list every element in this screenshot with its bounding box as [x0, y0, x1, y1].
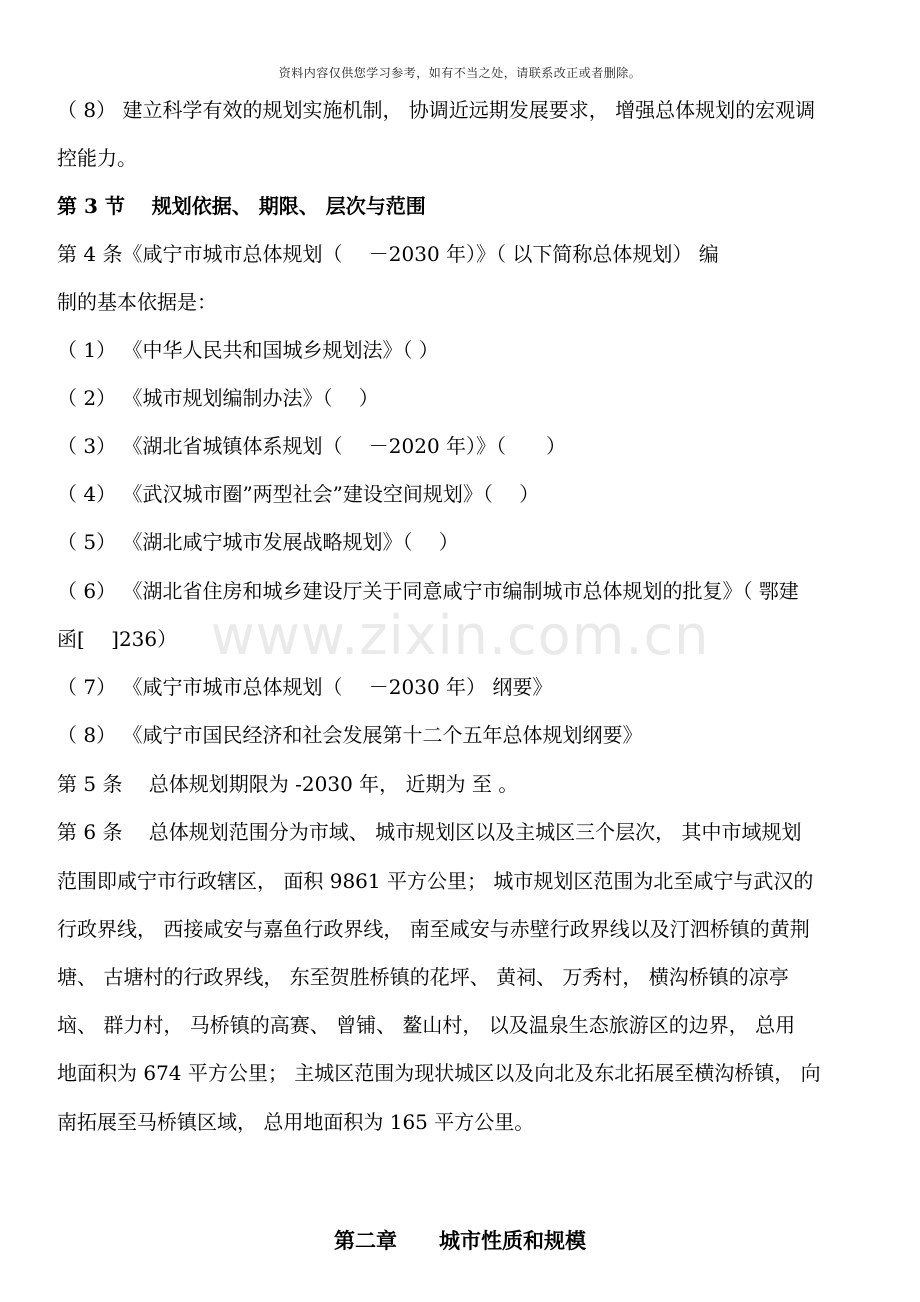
article-6-line-4: 塘、 古塘村的行政界线， 东至贺胜桥镇的花坪、 黄祠、 万秀村， 横沟桥镇的凉亭 — [57, 965, 789, 989]
basis-item-1: （ 1） 《中华人民共和国城乡规划法》（ ） — [57, 338, 439, 362]
article-5: 第 5 条 总体规划期限为 -2030 年， 近期为 至 。 — [57, 772, 519, 796]
article-4-line-2: 制的基本依据是： — [57, 290, 217, 314]
basis-item-2: （ 2） 《城市规划编制办法》（ ） — [57, 386, 379, 410]
article-4-line-1: 第 4 条《咸宁市城市总体规划（ －2030 年）》（ 以下简称总体规划） 编 — [57, 242, 719, 266]
basis-item-5: （ 5） 《湖北咸宁城市发展战略规划》（ ） — [57, 530, 459, 554]
paragraph-item-8-line-1: （ 8） 建立科学有效的规划实施机制， 协调近远期发展要求， 增强总体规划的宏观调 — [57, 98, 816, 122]
article-6-line-1: 第 6 条 总体规划范围分为市域、 城市规划区以及主城区三个层次， 其中市域规划 — [57, 820, 802, 844]
basis-item-6-line-2: 函[ ]236） — [57, 627, 178, 651]
basis-item-6-line-1: （ 6） 《湖北省住房和城乡建设厅关于同意咸宁市编制城市总体规划的批复》（ 鄂建 — [57, 579, 799, 603]
article-6-line-3: 行政界线， 西接咸安与嘉鱼行政界线， 南至咸安与赤壁行政界线以及汀泗桥镇的黄荆 — [57, 917, 810, 941]
section-heading: 第 3 节 规划依据、 期限、 层次与范围 — [57, 194, 426, 218]
disclaimer-notice: 资料内容仅供您学习参考，如有不当之处，请联系改正或者删除。 — [278, 66, 642, 80]
chapter-heading: 第二章 城市性质和规模 — [334, 1228, 586, 1253]
basis-item-8: （ 8） 《咸宁市国民经济和社会发展第十二个五年总体规划纲要》 — [57, 723, 643, 747]
basis-item-3: （ 3） 《湖北省城镇体系规划（ －2020 年）》（ ） — [57, 434, 567, 458]
article-6-line-5: 垴、 群力村， 马桥镇的高赛、 曾铺、 鳌山村， 以及温泉生态旅游区的边界， 总用 — [57, 1013, 796, 1037]
basis-item-7: （ 7） 《咸宁市城市总体规划（ －2030 年） 纲要》 — [57, 675, 553, 699]
watermark: www.zixin.com.cn — [210, 604, 710, 667]
article-6-line-2: 范围即咸宁市行政辖区， 面积 9861 平方公里； 城市规划区范围为北至咸宁与武汉的 — [57, 869, 814, 893]
article-6-line-7: 南拓展至马桥镇区域， 总用地面积为 165 平方公里。 — [57, 1110, 535, 1134]
basis-item-4: （ 4） 《武汉城市圈”两型社会”建设空间规划》（ ） — [57, 482, 540, 506]
paragraph-item-8-line-2: 控能力。 — [57, 146, 137, 170]
article-6-line-6: 地面积为 674 平方公里； 主城区范围为现状城区以及向北及东北拓展至横沟桥镇， 向 — [57, 1061, 821, 1085]
